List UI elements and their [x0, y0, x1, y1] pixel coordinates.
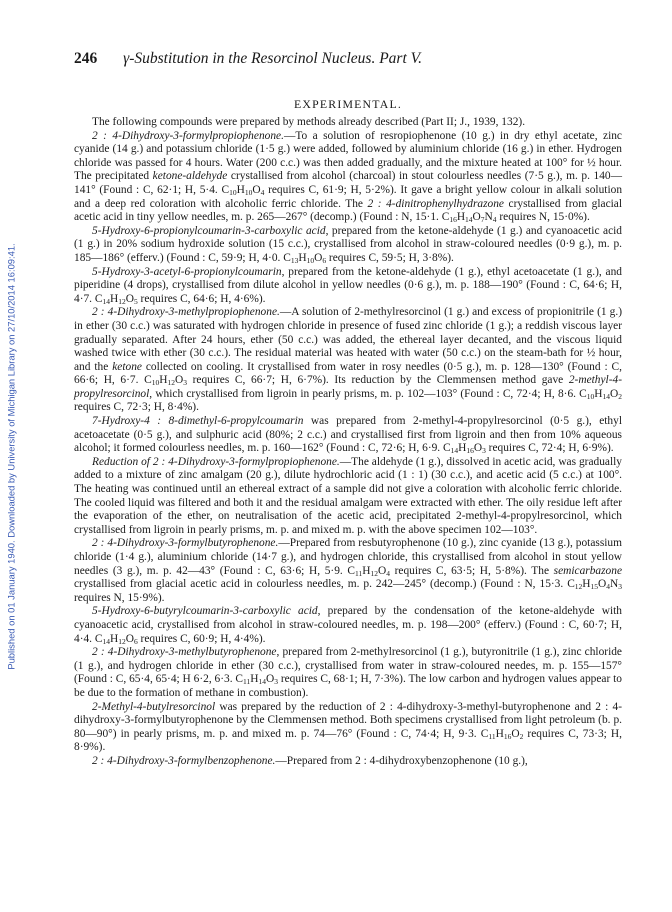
formula-subscript: 7	[480, 215, 485, 225]
formula-subscript: 12	[167, 378, 175, 388]
text-run: O	[598, 578, 607, 591]
download-watermark-text: Published on 01 January 1940. Downloaded by University of Michigan Library on 27/10/2014 16:09:41.	[5, 242, 17, 670]
formula-subscript: 11	[488, 731, 496, 741]
text-run: O	[265, 673, 275, 686]
italic-term: Reduction of 2 : 4-Dihydroxy-3-formylpropiophenone.	[92, 455, 340, 468]
italic-term: 2 : 4-Dihydroxy-3-methylbutyrophenone	[92, 646, 277, 659]
text-run: O	[252, 183, 261, 196]
text-run: requires C, 64·6; H, 4·6%).	[137, 292, 266, 305]
text-run: crystallised from alcohol (charcoal) in stout colourless needles (7·5 g.), m. p. 140—141° (Found : C, 62·1; H, 5·4. C	[74, 170, 622, 196]
running-title: γ-Substitution in the Resorcinol Nucleus. Part V.	[123, 50, 422, 67]
formula-subscript: 14	[102, 296, 110, 306]
text-run: crystallised from glacial acetic acid in tiny yellow needles, m. p. 265—267° (decomp.) (Found : N, 15·1. C	[74, 197, 623, 224]
paragraph	[74, 266, 622, 307]
text-run: N	[484, 211, 493, 224]
paragraph	[74, 456, 622, 538]
text-run: H	[456, 211, 466, 224]
text-run: O	[174, 374, 184, 387]
text-run: H	[458, 442, 467, 455]
formula-subscript: 4	[606, 582, 611, 592]
italic-term: 5-Hydroxy-6-butyrylcoumarin-3-carboxylic acid	[92, 605, 318, 618]
text-run: requires N, 15·0%).	[496, 211, 590, 224]
formula-subscript: 10	[306, 255, 315, 265]
text-run: O	[511, 727, 520, 740]
section-heading: EXPERIMENTAL.	[293, 97, 403, 111]
formula-subscript: 2	[519, 731, 524, 741]
formula-subscript: 12	[370, 568, 378, 578]
formula-subscript: 4	[260, 187, 265, 197]
italic-term: 2 : 4-dinitrophenylhydrazone	[367, 197, 504, 210]
text-run: was prepared from 2-methyl-4-propylresorcinol (0·5 g.), ethyl acetoacetate (0·5 g.), and sulphuric acid (80%; 2 c.c.) and crystallised first from ligroin and then from 10% aqueous alcohol; it formed colourless needles, m. p. 160—162° (Found : C, 72·6; H, 6·9. C	[74, 415, 622, 455]
text-run: collected on cooling. It crystallised from water in rosy needles (0·5 g.), m. p. 128—130° (Found : C, 66·6; H, 6·7. C	[74, 360, 622, 387]
formula-subscript: 3	[274, 677, 278, 687]
paragraph	[74, 415, 622, 456]
text-run: requires C, 61·9; H, 5·2%). It gave a bright yellow colour in alkali solution and a deep red coloration with alcoholic ferric chloride. The	[74, 183, 623, 210]
formula-subscript: 16	[503, 731, 512, 741]
paragraph	[74, 116, 622, 130]
paragraph	[74, 605, 622, 646]
text-run: H	[109, 292, 119, 305]
paragraph	[74, 755, 622, 769]
text-run: requires C, 73·3; H, 8·9%).	[74, 727, 623, 754]
formula-subscript: 14	[602, 391, 611, 401]
download-watermark	[2, 0, 20, 912]
text-run: The following compounds were prepared by methods already described (Part II; J., 1939, 132).	[92, 116, 526, 128]
paragraph	[74, 306, 622, 415]
text-run: —A solution of 2-methylresorcinol (1 g.) and excess of propionitrile (1 g.) in ether (30 c.c.) was saturated with hydrogen chloride in presence of fused zinc chloride (1 g.); a reddish viscous layer gradually separated. After 24 hours, ether (50 c.c.) was added, the ethereal layer decanted, and the viscous liquid washed twice with ether (30 c.c.). The residual material was heated with water (50 c.c.) on the steam-bath for ½ hour, and the	[74, 306, 622, 373]
text-run: requires C, 59·5; H, 3·8%).	[326, 251, 454, 264]
formula-subscript: 10	[229, 187, 237, 197]
text-run: —Prepared from resbutyrophenone (10 g.), zinc cyanide (13 g.), potassium chloride (1·4 g.), aluminium chloride (14·7 g.), and hydrogen chloride, this crystallised from alcohol in stout yellow needles (3 g.), m. p. 42—43° (Found : C, 63·6; H, 5·9. C	[74, 537, 622, 577]
formula-subscript: 16	[449, 215, 457, 225]
formula-subscript: 4	[386, 568, 390, 578]
text-run: , prepared from the ketone-aldehyde (1 g.), ethyl acetoacetate (1 g.), and piperidine (4 drops), crystallised from dilute alcohol in yellow needles (0·6 g.), m. p. 188—190° (Found : C, 64·6; H, 4·7. C	[74, 265, 622, 305]
italic-term: 2 : 4-Dihydroxy-3-formylbutyrophenone.	[92, 537, 279, 550]
italic-term: 2-Methyl-4-butylresorcinol	[92, 700, 216, 713]
italic-term: semicarbazone	[553, 564, 623, 577]
text-run: requires C, 72·3; H, 8·4%).	[74, 401, 199, 414]
text-run: requires C, 60·9; H, 4·4%).	[137, 632, 266, 645]
formula-subscript: 12	[118, 296, 126, 306]
italic-term: ketone	[112, 360, 142, 373]
article-body	[74, 116, 622, 769]
page-header	[74, 50, 564, 68]
text-run: requires C, 72·4; H, 6·9%).	[485, 442, 614, 455]
text-run: requires C, 66·7; H, 6·7%). Its reduction by the Clemmensen method gave	[186, 374, 569, 387]
text-run: H	[236, 183, 245, 196]
text-run: O	[610, 387, 619, 400]
text-run: requires C, 63·5; H, 5·8%). The	[389, 564, 554, 577]
formula-subscript: 12	[118, 636, 126, 646]
formula-subscript: 10	[244, 187, 253, 197]
text-run: crystallised from glacial acetic acid in colourless needles, m. p. 242—245° (decomp.) (Found : N, 15·3. C	[74, 578, 575, 591]
formula-subscript: 14	[258, 677, 266, 687]
text-run: , prepared by the condensation of the ketone-aldehyde with cyanoacetic acid, crystallised from alcohol in straw-coloured needles, m. p. 198—200° (efferv.) (Found : C, 60·7; H, 4·4. C	[74, 605, 622, 645]
text-run: O	[125, 632, 134, 645]
text-run: H	[250, 673, 259, 686]
formula-subscript: 11	[355, 568, 363, 578]
text-run: was prepared by the reduction of 2 : 4-dihydroxy-3-methyl-butyrophenone and 2 : 4-dihydroxy-3-formylbutyrophenone by the Clemmensen method. Both specimens crystallised from light petroleum (b. p. 80—90°) in pearly prisms, m. p. and mixed m. p. 74—76° (Found : C, 74·4; H, 9·3. C	[74, 700, 622, 740]
text-run: , prepared from 2-methylresorcinol (1 g.), butyronitrile (1 g.), zinc chloride (1 g.), and hydrogen chloride in ether (30 c.c.), crystallised from water in straw-coloured needes, m. p. 155—157° (Found : C, 65·4, 65·4; H 6·2, 6·3. C	[74, 646, 622, 686]
paragraph	[74, 225, 622, 266]
text-run: O	[473, 442, 483, 455]
paragraph	[74, 701, 622, 755]
formula-subscript: 14	[450, 446, 459, 456]
formula-subscript: 11	[243, 677, 251, 687]
paragraph	[74, 646, 622, 700]
text-run: H	[594, 387, 603, 400]
text-run: , which crystallised from ligroin in pearly prisms, m. p. 102—103° (Found : C, 72·4; H, 8·6. C	[149, 387, 587, 400]
text-run: H	[159, 374, 168, 387]
formula-subscript: 12	[574, 582, 583, 592]
text-run: requires C, 68·1; H, 7·3%). The low carbon and hydrogen values appear to be due to the formation of methane in combustion).	[74, 673, 622, 699]
italic-term: 5-Hydroxy-6-propionylcoumarin-3-carboxylic acid	[92, 224, 326, 237]
formula-subscript: 14	[465, 215, 473, 225]
text-run: —To a solution of resropiophenone (10 g.) in dry ethyl acetate, zinc cyanide (14 g.) and potassium chloride (1·5 g.) were added, followed by aluminium chloride (16 g.) in ether. Hydrogen chloride was passed for 4 hours. Water (200 c.c.) was then added gradually, and the mixture heated at 100° for ½ hour. The precipitated	[74, 129, 622, 183]
italic-term: 2 : 4-Dihydroxy-3-methylpropiophenone.	[92, 306, 280, 319]
formula-subscript: 13	[290, 255, 299, 265]
formula-subscript: 4	[492, 215, 497, 225]
text-run: —The aldehyde (1 g.), dissolved in acetic acid, was gradually added to a mixture of zinc amalgam (20 g.), dilute hydrochloric acid (1 : 1) (30 c.c.), and acetic acid (5 c.c.) at 100°. The heating was continued until an ethereal extract of a sample did not give a coloration with alcoholic ferric chloride. The cooled liquid was filtered and both it and the residual amalgam were extracted with ether. The oily residue left after the evaporation of the ether, on neutralisation of the acetic acid, precipitated 2-methyl-4-propylresorcinol, which crystallised from ligroin in pearly prisms, m. p. and mixed m. p. with the above specimen 102—103°.	[74, 455, 622, 536]
formula-subscript: 6	[133, 636, 138, 646]
text-run: —Prepared from 2 : 4-dihydroxybenzophenone (10 g.),	[275, 754, 528, 767]
formula-subscript: 2	[618, 391, 622, 401]
text-run: , prepared from the ketone-aldehyde (1 g.) and cyanoacetic acid (1 g.) in 20% sodium hydroxide solution (15 c.c.), crystallised from alcohol in straw-coloured needles (0·9 g.), m. p. 185—186° (efferv.) (Found : C, 59·9; H, 4·0. C	[74, 224, 622, 264]
formula-subscript: 6	[322, 255, 327, 265]
italic-term: 2 : 4-Dihydroxy-3-formylpropiophenone.	[92, 129, 284, 142]
text-run: O	[472, 211, 481, 224]
text-run: H	[362, 564, 371, 577]
text-run: H	[298, 251, 307, 264]
formula-subscript: 10	[151, 378, 160, 388]
text-run: O	[377, 564, 387, 577]
formula-subscript: 10	[586, 391, 595, 401]
text-run: N	[610, 578, 619, 591]
italic-term: 2-methyl-4-propylresorcinol	[74, 374, 622, 400]
italic-term: 2 : 4-Dihydroxy-3-formylbenzophenone.	[92, 754, 276, 767]
italic-term: 5-Hydroxy-3-acetyl-6-propionylcoumarin	[92, 265, 282, 278]
text-run: H	[582, 578, 591, 591]
paragraph	[74, 130, 622, 225]
formula-subscript: 3	[618, 582, 622, 592]
formula-subscript: 3	[183, 378, 187, 388]
formula-subscript: 16	[466, 446, 474, 456]
page-number: 246	[74, 50, 98, 67]
text-run: H	[109, 632, 119, 645]
italic-term: ketone-aldehyde	[152, 170, 228, 183]
text-run: H	[495, 727, 504, 740]
text-run: O	[314, 251, 323, 264]
formula-subscript: 15	[590, 582, 599, 592]
formula-subscript: 14	[102, 636, 110, 646]
italic-term: 7-Hydroxy-4 : 8-dimethyl-6-propylcoumarin	[92, 415, 304, 428]
paragraph	[74, 537, 622, 605]
text-run: requires N, 15·9%).	[74, 591, 165, 604]
formula-subscript: 3	[482, 446, 486, 456]
text-run: O	[125, 292, 134, 305]
formula-subscript: 5	[133, 296, 138, 306]
